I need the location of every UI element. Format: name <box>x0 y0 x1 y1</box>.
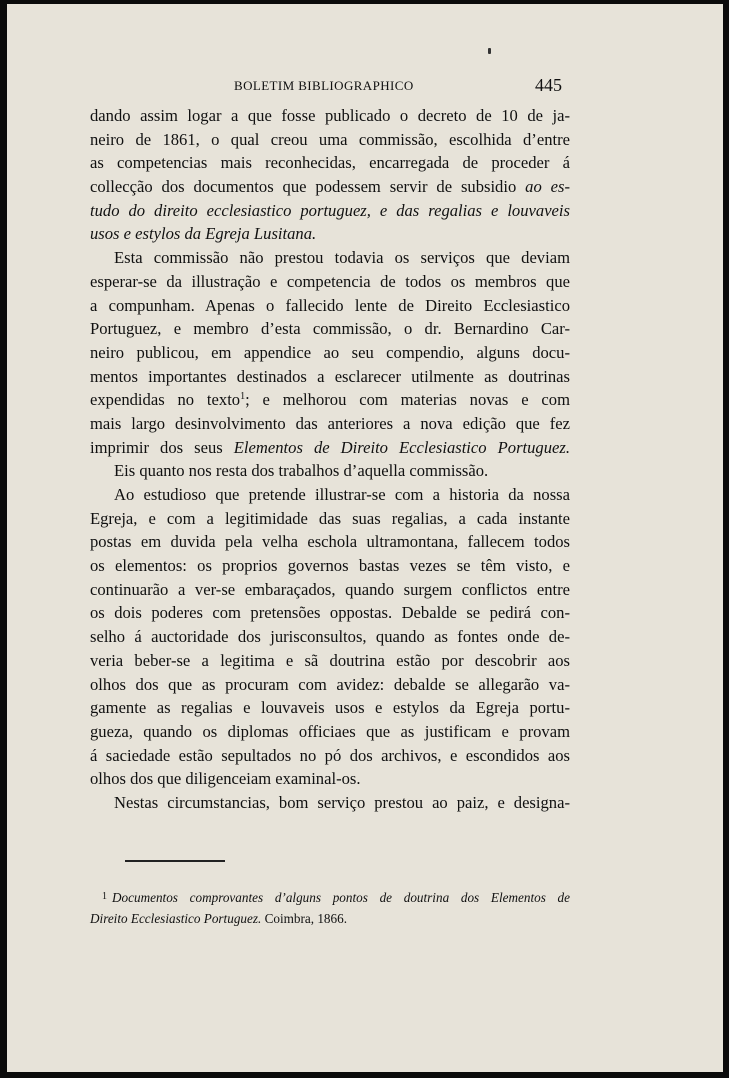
text-line <box>90 625 570 649</box>
page-number: 445 <box>535 75 562 95</box>
italic-span: ao es- <box>525 177 570 197</box>
text-line <box>90 767 570 791</box>
text-span: selho á auctoridade dos jurisconsultos, quando as fontes onde de- <box>90 627 570 647</box>
page-header <box>7 75 723 98</box>
text-line <box>90 483 570 507</box>
text-line <box>90 554 570 578</box>
text-span: veria beber-se a legitima e sã doutrina estão por descobrir aos <box>90 650 570 670</box>
text-line <box>90 199 570 223</box>
text-span: Ao estudioso que pretende illustrar-se com a historia da nossa <box>114 485 570 504</box>
text-span: a compunham. Apenas o fallecido lente de Direito Ecclesiastico <box>90 295 570 315</box>
ink-speck <box>488 48 491 54</box>
footnote-marker: 1 <box>102 891 107 902</box>
text-span: ; e melhorou com materias novas e com <box>245 390 570 410</box>
text-span: olhos dos que diligenceiam examinal-os. <box>90 769 361 789</box>
text-line <box>90 673 570 697</box>
text-line <box>90 270 570 294</box>
footnote-line <box>90 908 570 929</box>
text-line <box>90 530 570 554</box>
text-line <box>90 246 570 270</box>
text-span: Portuguez, e membro d’esta commissão, o dr. Bernardino Car- <box>90 319 570 339</box>
text-span: esperar-se da illustração e competencia de todos os membros que <box>90 271 570 291</box>
text-span: os elementos: os proprios governos bastas vezes se têm visto, e <box>90 556 570 576</box>
text-line <box>90 341 570 365</box>
text-span: postas em duvida pela velha eschola ultramontana, fallecem todos <box>90 532 570 552</box>
text-span: dando assim logar a que fosse publicado o decreto de 10 de ja- <box>90 106 570 125</box>
text-span: olhos dos que as procuram com avidez: debalde se allegarão va- <box>90 674 570 694</box>
text-span: mais largo desinvolvimento das anteriores a nova edição que fez <box>90 413 570 433</box>
italic-span: Direito Ecclesiastico Portuguez. <box>90 911 262 926</box>
text-line <box>90 720 570 744</box>
text-line <box>90 744 570 768</box>
text-span: á saciedade estão sepultados no pó dos archivos, e escondidos aos <box>90 745 570 765</box>
text-span: neiro publicou, em appendice ao seu compendio, alguns docu- <box>90 342 570 362</box>
text-line <box>90 436 570 460</box>
text-line <box>90 649 570 673</box>
italic-span: Elementos de Direito Ecclesiastico Portuguez. <box>233 437 570 457</box>
text-line <box>90 128 570 152</box>
italic-span: tudo do direito ecclesiastico portuguez, e das regalias e louvaveis <box>90 200 570 220</box>
footnote-reference: 1 <box>240 391 246 403</box>
text-line <box>90 294 570 318</box>
text-span: Esta commissão não prestou todavia os serviços que deviam <box>114 248 570 268</box>
text-span: imprimir dos seus <box>90 437 234 457</box>
page <box>7 4 723 1072</box>
text-span: Nestas circumstancias, bom serviço prestou ao paiz, e designa- <box>114 792 570 812</box>
italic-span: Documentos comprovantes d’alguns pontos de doutrina dos Elementos de <box>112 890 570 905</box>
text-span: Eis quanto nos resta dos trabalhos d’aquella commissão. <box>114 461 489 481</box>
footnote <box>90 886 570 929</box>
text-span: gueza, quando os diplomas officiaes que as justificam e provam <box>90 721 570 741</box>
text-line <box>90 696 570 720</box>
text-span: Egreja, e com a legitimidade das suas regalias, a cada instante <box>90 508 570 528</box>
footnote-rule <box>125 860 225 862</box>
text-line <box>90 175 570 199</box>
text-line <box>90 412 570 436</box>
text-line <box>90 507 570 531</box>
text-span: collecção dos documentos que podessem servir de subsidio <box>90 177 526 197</box>
text-line <box>90 578 570 602</box>
text-line <box>90 388 570 412</box>
text-span: as competencias mais reconhecidas, encarregada de proceder á <box>90 153 570 173</box>
text-line <box>90 317 570 341</box>
text-span: expendidas no texto <box>90 390 241 410</box>
text-line <box>90 365 570 389</box>
text-line <box>90 601 570 625</box>
text-span: os dois poderes com pretensões oppostas. Debalde se pedirá con- <box>90 603 570 623</box>
text-span: continuarão a ver-se embaraçados, quando surgem conflictos entre <box>90 579 570 599</box>
text-span: mentos importantes destinados a esclarecer utilmente as doutrinas <box>90 366 570 386</box>
text-line <box>90 151 570 175</box>
body-text <box>90 104 570 815</box>
text-line <box>90 222 570 246</box>
text-span: neiro de 1861, o qual creou uma commissão, escolhida d’entre <box>90 129 570 149</box>
running-title: BOLETIM BIBLIOGRAPHICO <box>234 78 414 93</box>
italic-span: usos e estylos da Egreja Lusitana. <box>90 224 317 244</box>
text-line <box>90 459 570 483</box>
text-line <box>90 104 570 128</box>
text-span: gamente as regalias e louvaveis usos e estylos da Egreja portu- <box>90 698 570 718</box>
footnote-line <box>90 886 570 908</box>
text-line <box>90 791 570 815</box>
text-span: Coimbra, 1866. <box>261 911 348 926</box>
